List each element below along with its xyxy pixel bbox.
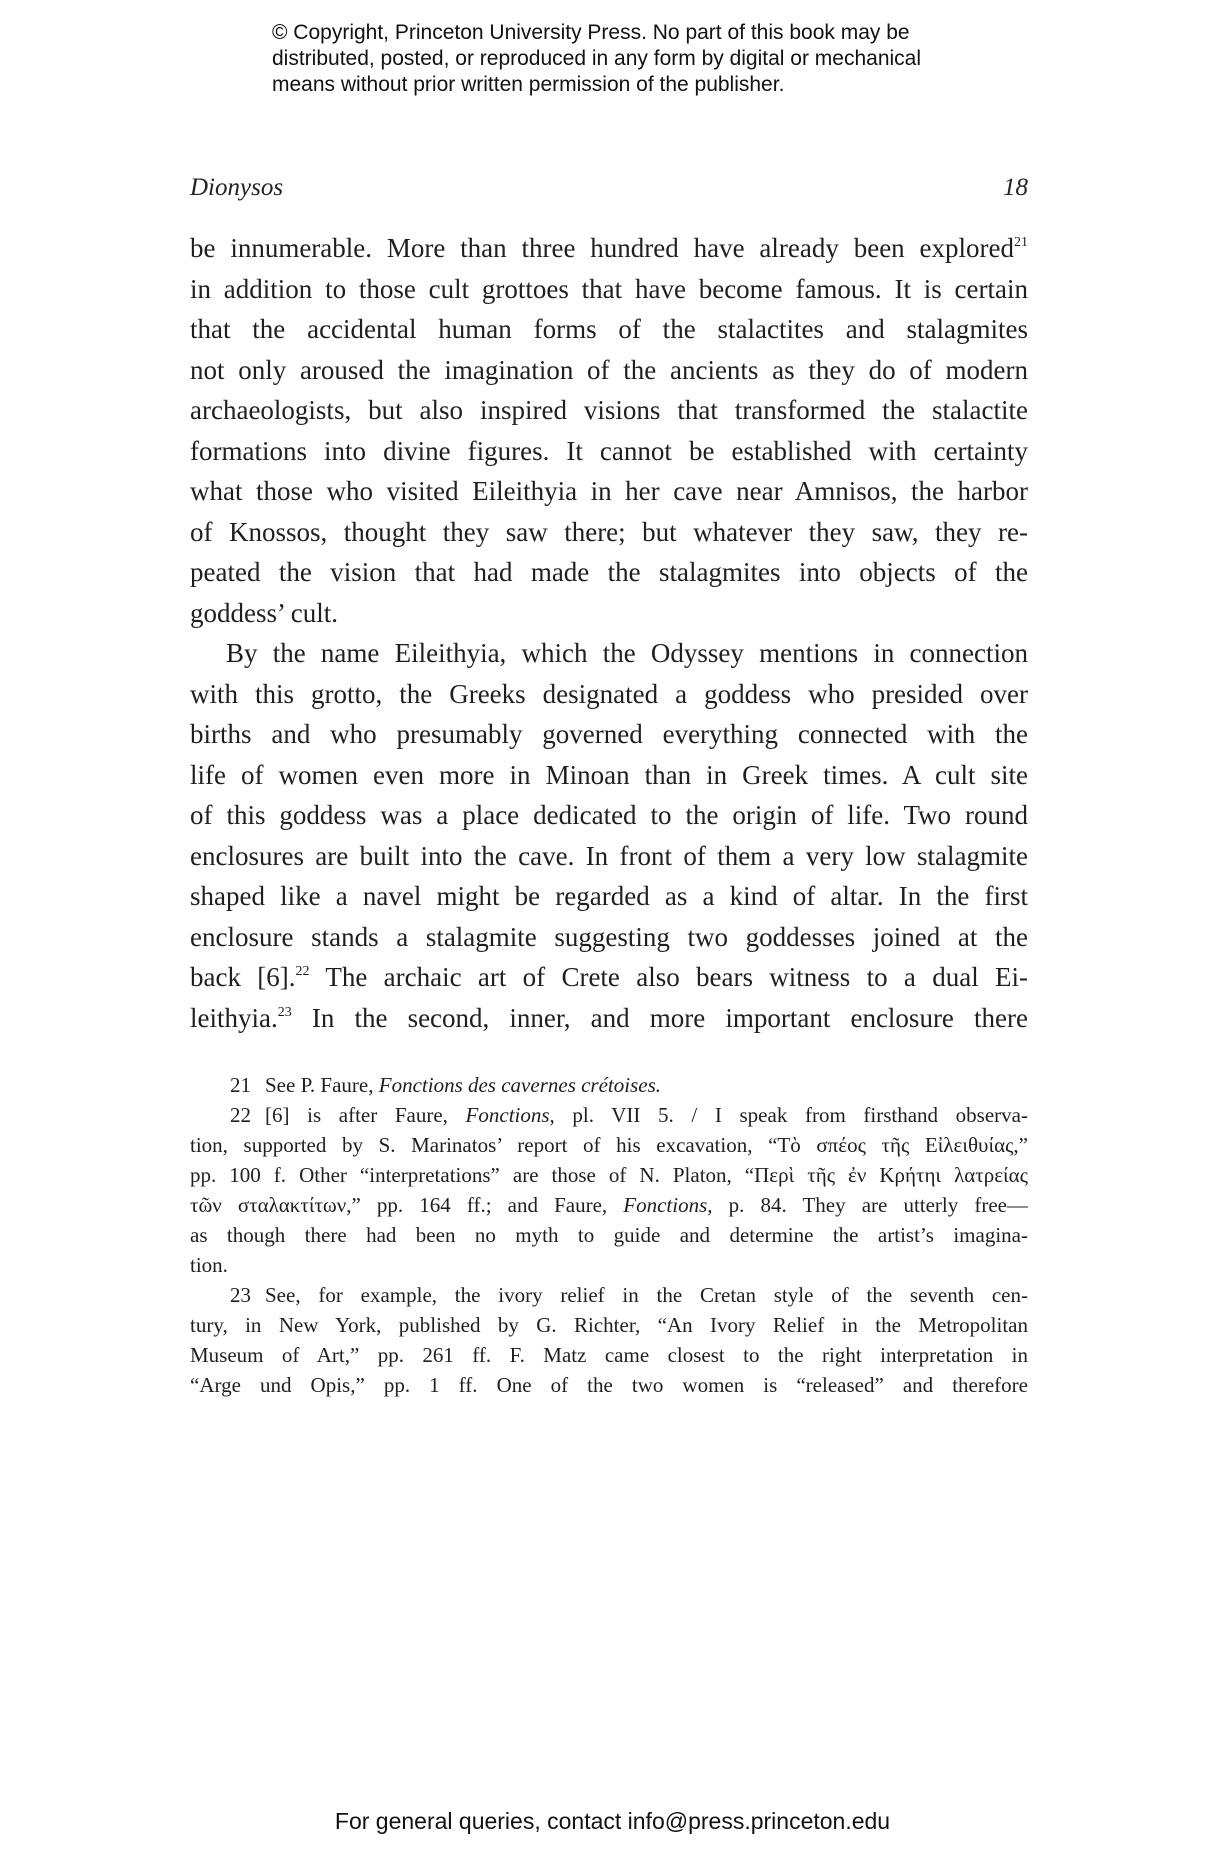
text-line: in addition to those cult grottoes that have become famous. It is certain (190, 273, 1028, 304)
text-line: enclosure stands a stalagmite suggesting two goddesses joined at the (190, 921, 1028, 952)
footer-contact: For general queries, contact info@press.princeton.edu (334, 1808, 891, 1834)
copyright-notice (272, 20, 992, 98)
copyright-line: © Copyright, Princeton University Press. No part of this book may be (272, 21, 910, 44)
footnote-text: See, for example, the ivory relief in the Cretan style of the seventh cen- (265, 1283, 1028, 1307)
text-line: shaped like a navel might be regarded as a kind of altar. In the first (190, 881, 1028, 911)
text-line: of Knossos, thought they saw there; but whatever they saw, they re- (190, 516, 1028, 547)
running-head-title: Dionysos (190, 174, 284, 201)
text-line: formations into divine figures. It cannot be established with certainty (190, 435, 1028, 466)
footnote-line (190, 1190, 1028, 1220)
copyright-line: distributed, posted, or reproduced in any form by digital or mechanical (272, 47, 922, 70)
footnote-ref[interactable]: 23 (277, 1004, 292, 1020)
footnote-21 (190, 1070, 1028, 1100)
footnote-line: Museum of Art,” pp. 261 ff. F. Matz came closest to the right interpretation in (190, 1343, 1028, 1367)
footnote-line: as though there had been no myth to guide and determine the artist’s imagina- (190, 1223, 1028, 1247)
text-line: By the name Eileithyia, which the Odyssey mentions in connection (226, 638, 1028, 668)
footnote-23 (190, 1280, 1028, 1310)
text-line: enclosures are built into the cave. In front of them a very low stalagmite (190, 840, 1028, 871)
footnotes (190, 1070, 1028, 1400)
text-line: births and who presumably governed everything connected with the (190, 719, 1028, 749)
footnote-22 (190, 1100, 1028, 1130)
footnote-text: See P. Faure, (265, 1073, 379, 1097)
text-line: that the accidental human forms of the stalactites and stalagmites (190, 314, 1028, 344)
text-line (190, 228, 1028, 269)
text-line: not only aroused the imagination of the ancients as they do of modern (190, 354, 1028, 385)
line-text: The archaic art of Crete also bears witness to a dual Ei- (309, 962, 1028, 992)
line-text: leithyia. (190, 1002, 278, 1033)
footnote-text: τῶν σταλακτίτων,” pp. 164 ff.; and Faure, (190, 1193, 624, 1217)
text-line (190, 998, 1028, 1039)
footnote-number: 22 (230, 1103, 251, 1127)
page-number: 18 (1003, 174, 1028, 201)
line-text: back [6]. (190, 962, 296, 992)
footnote-line: pp. 100 f. Other “interpretations” are those of N. Platon, “Περὶ τῆς ἐν Κρήτηι λατρείας (190, 1163, 1028, 1187)
footnote-line: tion, supported by S. Marinatos’ report of his excavation, “Τὸ σπέος τῆς Εἰλειθυίας,” (190, 1133, 1028, 1157)
footnote-number: 21 (230, 1073, 251, 1097)
running-head (190, 174, 1028, 210)
footnote-text: , p. 84. They are utterly free— (707, 1193, 1028, 1217)
text-line: peated the vision that had made the stalagmites into objects of the (190, 557, 1028, 587)
text-line (190, 957, 1028, 998)
footnote-line: “Arge und Opis,” pp. 1 ff. One of the two women is “released” and therefore (190, 1373, 1028, 1397)
text-line: goddess’ cult. (190, 597, 338, 628)
text-line: with this grotto, the Greeks designated a goddess who presided over (190, 678, 1028, 709)
footnote-ref[interactable]: 22 (295, 964, 310, 979)
text-line: archaeologists, but also inspired visions that transformed the stalactite (190, 395, 1028, 425)
copyright-line: means without prior written permission of the publisher. (272, 73, 785, 96)
footnote-line: tion. (190, 1253, 228, 1277)
body-text (190, 228, 1028, 1038)
footnote-title: Fonctions (623, 1193, 708, 1217)
text-line: life of women even more in Minoan than in Greek times. A cult site (190, 759, 1028, 790)
line-text: be innumerable. More than three hundred have already been explored (190, 233, 1014, 263)
footnote-line: tury, in New York, published by G. Richter, “An Ivory Relief in the Metropolitan (190, 1313, 1028, 1337)
footnote-title: Fonctions des cavernes crétoises. (378, 1073, 662, 1097)
footnote-ref[interactable]: 21 (1014, 235, 1028, 250)
text-line: what those who visited Eileithyia in her cave near Amnisos, the harbor (190, 476, 1028, 506)
text-line: of this goddess was a place dedicated to the origin of life. Two round (190, 800, 1028, 830)
footnote-title: Fonctions (465, 1103, 550, 1127)
footnote-text: , pl. VII 5. / I speak from firsthand observa- (549, 1103, 1028, 1127)
footnote-text: [6] is after Faure, (265, 1103, 466, 1127)
line-text: In the second, inner, and more important enclosure there (291, 1002, 1028, 1033)
footnote-number: 23 (230, 1283, 251, 1307)
